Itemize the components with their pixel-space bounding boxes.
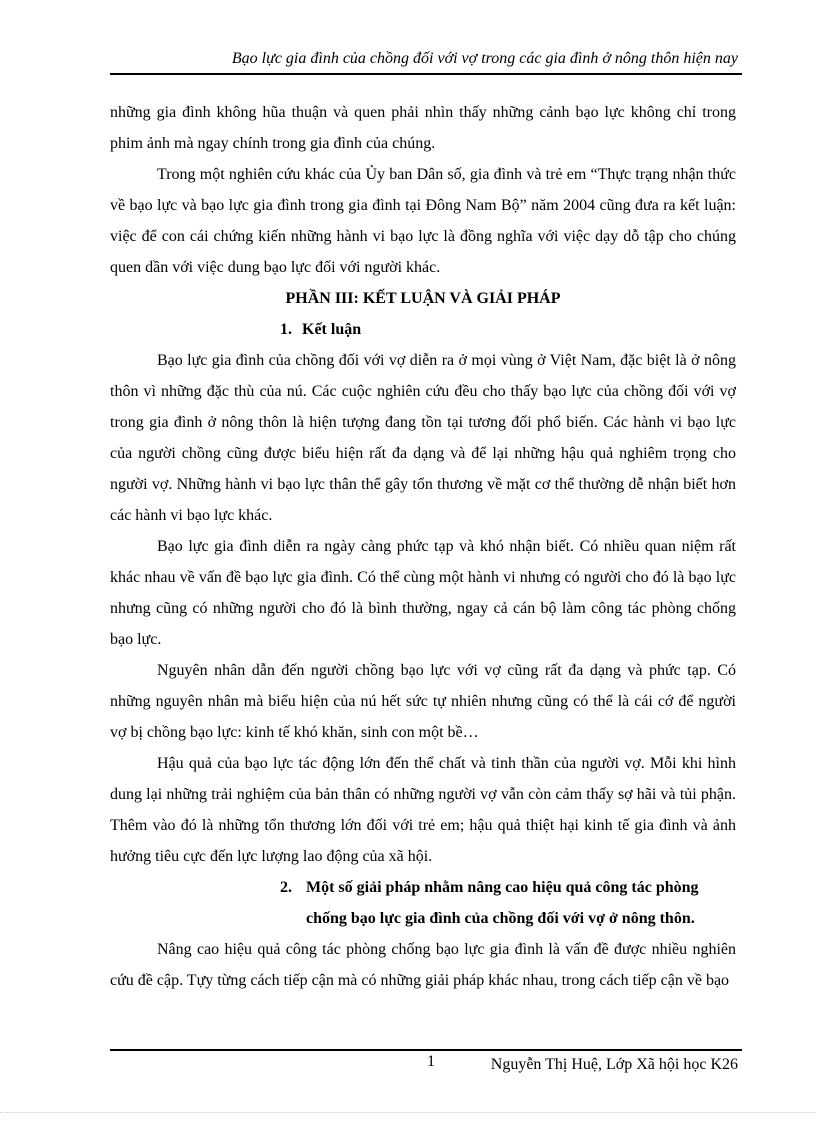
body-text [110,97,736,996]
subheading-number: 1. [280,321,292,338]
paragraph-continued: những gia đình không hũa thuận và quen phải nhìn thấy những cảnh bạo lực không chỉ trong phim ảnh mà ngay chính trong gia đình của chúng. [110,104,736,152]
subheading-solutions [110,872,736,934]
subheading-conclusion [110,314,736,345]
page-edge-divider [0,1112,816,1113]
footer-rule [110,1049,742,1051]
subheading-label: Kết luận [302,321,362,338]
running-header-title: Bạo lực gia đình của chồng đối với vợ trong các gia đình ở nông thôn hiện nay [231,50,738,67]
header-rule [110,73,742,75]
paragraph: Trong một nghiên cứu khác của Ủy ban Dân số, gia đình và trẻ em “Thực trạng nhận thức về bạo lực và bạo lực gia đình trong gia đình tại Đông Nam Bộ” năm 2004 cũng đưa ra kết luận: việc để con cái chứng kiến những hành vi bạo lực là đồng nghĩa với việc dạy dỗ tập cho chúng quen dần với việc dung bạo lực đối với người khác. [110,166,736,276]
paragraph: Bạo lực gia đình của chồng đối với vợ diễn ra ở mọi vùng ở Việt Nam, đặc biệt là ở nông thôn vì những đặc thù của nú. Các cuộc nghiên cứu đều cho thấy bạo lực của chồng đối với vợ trong gia đình ở nông thôn là hiện tượng đang tồn tại tương đối phổ biến. Các hành vi bạo lực của người chồng cũng được biểu hiện rất đa dạng và để lại những hậu quả nghiêm trọng cho người vợ. Những hành vi bạo lực thân thể gây tổn thương về mặt cơ thể thường dễ nhận biết hơn các hành vi bạo lực khác. [110,352,736,524]
subheading-line-2: chống bạo lực gia đình của chồng đối với vợ ở nông thôn. [306,910,695,927]
footer-author: Nguyễn Thị Huệ, Lớp Xã hội học K26 [490,1056,738,1073]
subheading-number: 2. [280,879,292,896]
subheading-line-1: Một số giải pháp nhằm nâng cao hiệu quả công tác phòng [306,879,699,896]
paragraph: Nguyên nhân dẫn đến người chồng bạo lực với vợ cũng rất đa dạng và phức tạp. Có những nguyên nhân mà biểu hiện của nú hết sức tự nhiên nhưng cũng có thể là cái cớ để người vợ bị chồng bạo lực: kinh tế khó khăn, sinh con một bề… [110,662,736,741]
paragraph: Hậu quả của bạo lực tác động lớn đến thể chất và tinh thần của người vợ. Mỗi khi hình dung lại những trải nghiệm của bản thân có những người vợ vẫn còn cảm thấy sợ hãi và tủi phận. Thêm vào đó là những tổn thương lớn đối với trẻ em; hậu quả thiệt hại kinh tế gia đình và ảnh hưởng tiêu cực đến lực lượng lao động của xã hội. [110,755,736,865]
page-number: 1 [427,1053,435,1070]
paragraph: Nâng cao hiệu quả công tác phòng chống bạo lực gia đình là vấn đề được nhiều nghiên cứu đề cập. Tựy từng cách tiếp cận mà có những giải pháp khác nhau, trong cách tiếp cận về bạo [110,941,736,989]
paragraph: Bạo lực gia đình diễn ra ngày càng phức tạp và khó nhận biết. Có nhiều quan niệm rất khác nhau về vấn đề bạo lực gia đình. Có thể cùng một hành vi nhưng có người cho đó là bạo lực nhưng cũng có những người cho đó là bình thường, ngay cả cán bộ làm công tác phòng chống bạo lực. [110,538,736,648]
section-title: PHẦN III: KẾT LUẬN VÀ GIẢI PHÁP [285,290,561,307]
